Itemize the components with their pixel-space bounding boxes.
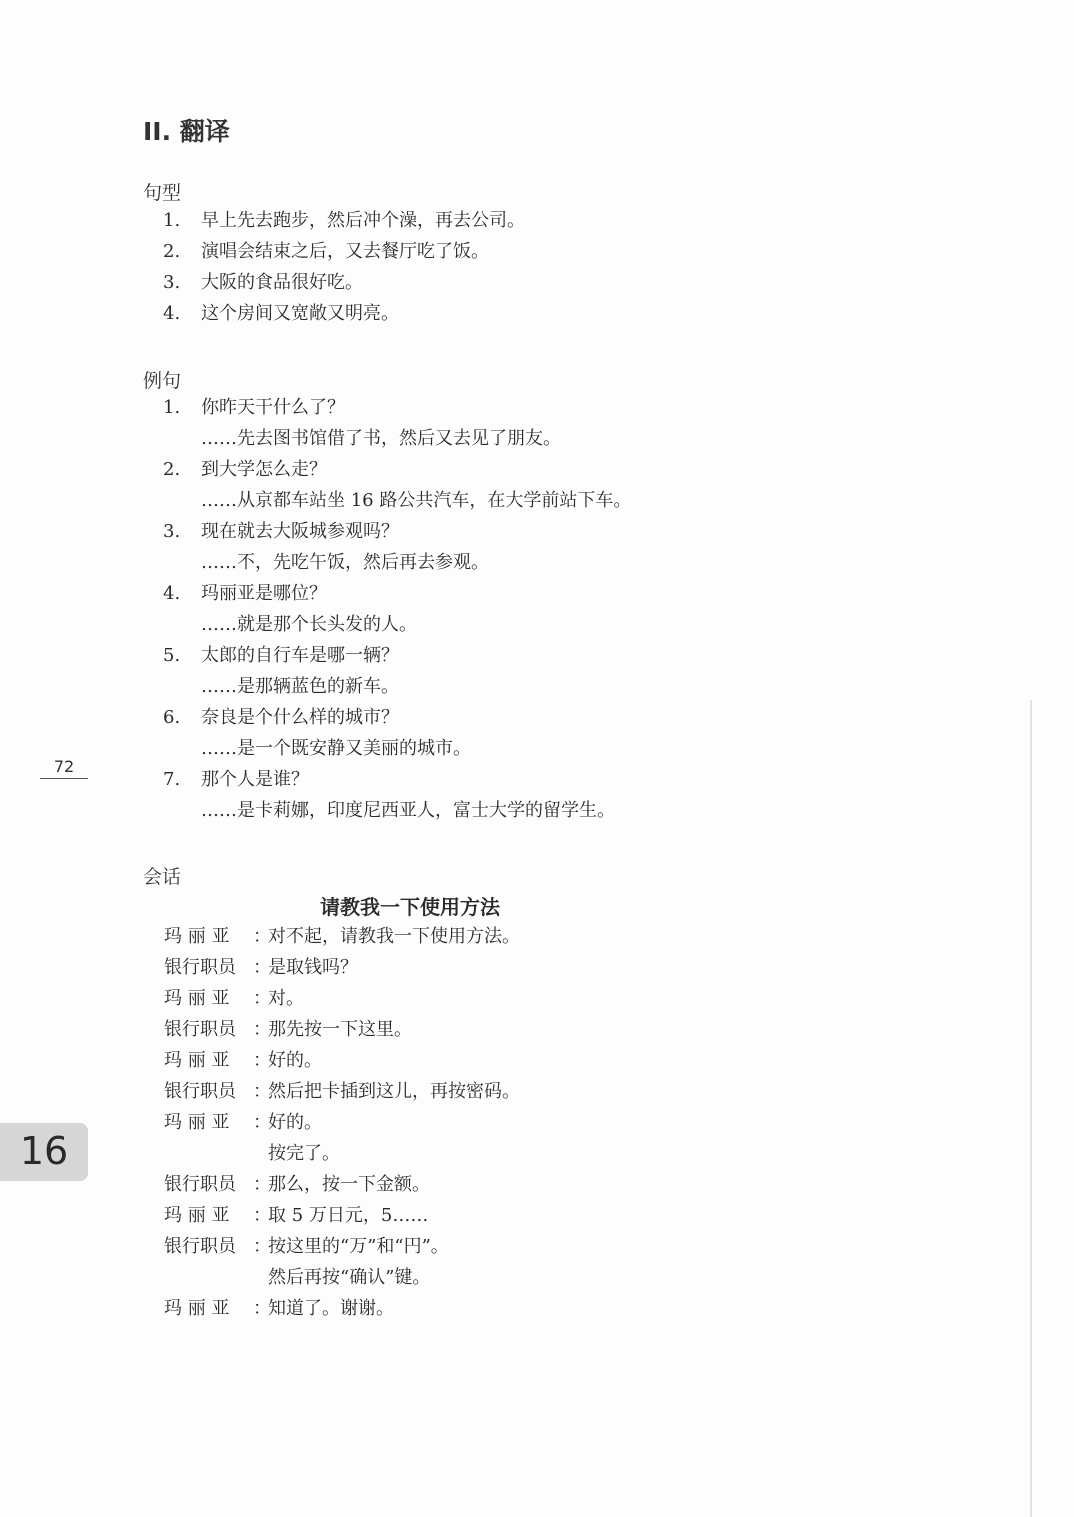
utterance: 取 5 万日元，5…… [268,1205,429,1226]
utterance: 那先按一下这里。 [268,1019,412,1040]
pattern-text: 早上先去跑步，然后冲个澡，再去公司。 [201,210,525,231]
examples-heading: 例句 [143,370,182,392]
example-question: 太郎的自行车是哪一辆？ [201,645,399,666]
pattern-num: 4. [163,303,181,324]
speaker-colon: ： [253,1174,271,1195]
example-question: 你昨天干什么了？ [201,397,345,418]
example-question: 现在就去大阪城参观吗？ [201,521,399,542]
utterance: 知道了。谢谢。 [268,1298,394,1319]
page-number: 72 [53,757,75,776]
speaker: 银行职员 [164,957,236,978]
pattern-num: 2. [163,241,181,262]
example-question: 那个人是谁？ [201,769,309,790]
pattern-text: 大阪的食品很好吃。 [201,272,363,293]
section-title: II. 翻译 [143,117,230,146]
utterance: 然后把卡插到这儿，再按密码。 [268,1081,520,1102]
example-answer: ……是一个既安静又美丽的城市。 [201,738,471,759]
conversation-heading: 会话 [143,866,182,888]
speaker-colon: ： [253,957,271,978]
example-num: 1. [163,397,181,418]
speaker-colon: ： [253,1236,271,1257]
speaker-colon: ： [253,1081,271,1102]
speaker: 玛 丽 亚 [164,1298,230,1319]
sentence-patterns-heading: 句型 [143,182,182,204]
utterance: 按这里的“万”和“円”。 [268,1236,449,1257]
utterance: 好的。 [268,1050,322,1071]
utterance: 按完了。 [268,1143,340,1164]
example-num: 6. [163,707,181,728]
speaker: 玛 丽 亚 [164,1205,230,1226]
utterance: 是取钱吗？ [268,957,358,978]
speaker: 银行职员 [164,1174,236,1195]
speaker: 玛 丽 亚 [164,1050,230,1071]
example-answer: ……是卡莉娜，印度尼西亚人，富士大学的留学生。 [201,800,615,821]
pattern-text: 这个房间又宽敞又明亮。 [201,303,399,324]
utterance: 那么，按一下金额。 [268,1174,430,1195]
speaker-colon: ： [253,1205,271,1226]
speaker-colon: ： [253,1298,271,1319]
example-answer: ……从京都车站坐 16 路公共汽车，在大学前站下车。 [201,490,632,511]
pattern-num: 1. [163,210,181,231]
speaker: 玛 丽 亚 [164,988,230,1009]
example-num: 2. [163,459,181,480]
speaker-colon: ： [253,926,271,947]
example-num: 4. [163,583,181,604]
example-num: 5. [163,645,181,666]
utterance: 对不起，请教我一下使用方法。 [268,926,520,947]
chapter-tab [0,1123,88,1181]
utterance: 好的。 [268,1112,322,1133]
example-answer: ……就是那个长头发的人。 [201,614,417,635]
pattern-num: 3. [163,272,181,293]
example-question: 奈良是个什么样的城市？ [201,707,399,728]
example-answer: ……先去图书馆借了书，然后又去见了朋友。 [201,428,561,449]
speaker: 玛 丽 亚 [164,1112,230,1133]
speaker-colon: ： [253,988,271,1009]
speaker: 玛 丽 亚 [164,926,230,947]
utterance: 然后再按“确认”键。 [268,1267,431,1288]
page-edge [1030,700,1032,1517]
conversation-title: 请教我一下使用方法 [320,895,500,919]
example-question: 到大学怎么走？ [201,459,327,480]
speaker: 银行职员 [164,1019,236,1040]
speaker-colon: ： [253,1050,271,1071]
speaker-colon: ： [253,1112,271,1133]
example-num: 3. [163,521,181,542]
speaker-colon: ： [253,1019,271,1040]
pattern-text: 演唱会结束之后，又去餐厅吃了饭。 [201,241,489,262]
example-question: 玛丽亚是哪位？ [201,583,327,604]
speaker: 银行职员 [164,1236,236,1257]
example-num: 7. [163,769,181,790]
page-number-rule [40,778,88,779]
example-answer: ……不，先吃午饭，然后再去参观。 [201,552,489,573]
speaker: 银行职员 [164,1081,236,1102]
example-answer: ……是那辆蓝色的新车。 [201,676,399,697]
utterance: 对。 [268,988,304,1009]
chapter-tab-label: 16 [19,1129,69,1173]
